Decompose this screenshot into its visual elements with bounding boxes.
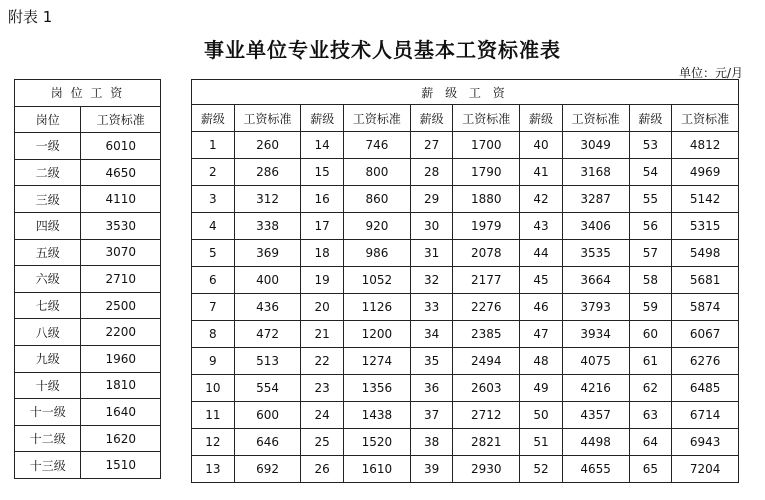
wage-cell: 3287 [562, 186, 629, 213]
wage-cell: 920 [344, 213, 411, 240]
table-row [192, 294, 739, 321]
table-row [192, 321, 739, 348]
unit-label: 单位：元/月 [678, 66, 743, 80]
table-row [192, 186, 739, 213]
wage-cell: 400 [234, 267, 301, 294]
grade-cell: 65 [629, 456, 672, 483]
appendix-label: 附表 1 [8, 8, 53, 26]
table-row [192, 240, 739, 267]
grade-cell: 13 [192, 456, 235, 483]
grade-cell: 62 [629, 375, 672, 402]
wage-cell: 2712 [453, 402, 520, 429]
grade-cell: 57 [629, 240, 672, 267]
wage-column-header: 工资标准 [562, 105, 629, 132]
wage-cell: 2930 [453, 456, 520, 483]
wage-cell: 7204 [672, 456, 739, 483]
wage-cell: 1052 [344, 267, 411, 294]
grade-cell: 11 [192, 402, 235, 429]
wage-cell: 2078 [453, 240, 520, 267]
wage-cell: 1810 [81, 372, 161, 399]
table-row [192, 402, 739, 429]
grade-cell: 9 [192, 348, 235, 375]
wage-cell: 746 [344, 132, 411, 159]
post-cell: 十二级 [15, 425, 81, 452]
wage-cell: 436 [234, 294, 301, 321]
wage-cell: 1274 [344, 348, 411, 375]
grade-column-header: 薪级 [192, 105, 235, 132]
wage-cell: 4812 [672, 132, 739, 159]
post-cell: 二级 [15, 159, 81, 186]
grade-cell: 56 [629, 213, 672, 240]
grade-column-header: 薪级 [301, 105, 344, 132]
grade-cell: 63 [629, 402, 672, 429]
wage-cell: 1700 [453, 132, 520, 159]
wage-cell: 4357 [562, 402, 629, 429]
wage-column-header: 工资标准 [234, 105, 301, 132]
wage-cell: 600 [234, 402, 301, 429]
wage-cell: 5498 [672, 240, 739, 267]
wage-column-header: 工资标准 [672, 105, 739, 132]
grade-cell: 46 [520, 294, 563, 321]
grade-cell: 58 [629, 267, 672, 294]
table-row [15, 239, 161, 266]
wage-cell: 692 [234, 456, 301, 483]
wage-cell: 4650 [81, 159, 161, 186]
grade-cell: 26 [301, 456, 344, 483]
grade-column-header: 薪级 [520, 105, 563, 132]
post-cell: 四级 [15, 212, 81, 239]
post-cell: 八级 [15, 319, 81, 346]
wage-cell: 1356 [344, 375, 411, 402]
wage-cell: 5142 [672, 186, 739, 213]
wage-cell: 4655 [562, 456, 629, 483]
grade-cell: 45 [520, 267, 563, 294]
wage-cell: 1620 [81, 425, 161, 452]
grade-cell: 60 [629, 321, 672, 348]
post-cell: 七级 [15, 292, 81, 319]
post-wage-header: 岗 位 工 资 [15, 80, 161, 107]
grade-cell: 31 [410, 240, 453, 267]
salary-scale-header: 薪 级 工 资 [192, 80, 739, 105]
wage-cell: 1438 [344, 402, 411, 429]
post-cell: 五级 [15, 239, 81, 266]
grade-cell: 40 [520, 132, 563, 159]
post-cell: 十三级 [15, 452, 81, 479]
grade-cell: 7 [192, 294, 235, 321]
wage-cell: 986 [344, 240, 411, 267]
grade-cell: 52 [520, 456, 563, 483]
grade-cell: 18 [301, 240, 344, 267]
wage-column-header: 工资标准 [344, 105, 411, 132]
table-row [15, 266, 161, 293]
grade-cell: 6 [192, 267, 235, 294]
wage-cell: 1126 [344, 294, 411, 321]
table-row [15, 372, 161, 399]
salary-scale-table [191, 79, 739, 483]
grade-cell: 5 [192, 240, 235, 267]
wage-cell: 286 [234, 159, 301, 186]
table-row [15, 425, 161, 452]
wage-cell: 3535 [562, 240, 629, 267]
grade-cell: 35 [410, 348, 453, 375]
grade-cell: 41 [520, 159, 563, 186]
grade-cell: 30 [410, 213, 453, 240]
grade-cell: 55 [629, 186, 672, 213]
grade-cell: 3 [192, 186, 235, 213]
wage-cell: 3070 [81, 239, 161, 266]
wage-cell: 2177 [453, 267, 520, 294]
grade-cell: 28 [410, 159, 453, 186]
wage-cell: 4969 [672, 159, 739, 186]
wage-cell: 3793 [562, 294, 629, 321]
wage-cell: 1790 [453, 159, 520, 186]
grade-cell: 59 [629, 294, 672, 321]
wage-cell: 5315 [672, 213, 739, 240]
table-row [15, 292, 161, 319]
grade-cell: 10 [192, 375, 235, 402]
grade-cell: 50 [520, 402, 563, 429]
grade-cell: 47 [520, 321, 563, 348]
grade-cell: 61 [629, 348, 672, 375]
wage-cell: 5874 [672, 294, 739, 321]
wage-cell: 6943 [672, 429, 739, 456]
grade-cell: 64 [629, 429, 672, 456]
table-row [192, 132, 739, 159]
wage-cell: 1880 [453, 186, 520, 213]
grade-cell: 39 [410, 456, 453, 483]
table-row [15, 319, 161, 346]
table-row [192, 267, 739, 294]
post-cell: 一级 [15, 133, 81, 160]
wage-cell: 472 [234, 321, 301, 348]
wage-cell: 3168 [562, 159, 629, 186]
grade-cell: 24 [301, 402, 344, 429]
wage-cell: 2385 [453, 321, 520, 348]
wage-cell: 5681 [672, 267, 739, 294]
table-row [15, 399, 161, 426]
grade-cell: 1 [192, 132, 235, 159]
grade-cell: 20 [301, 294, 344, 321]
post-column-header: 岗位 [15, 106, 81, 133]
grade-cell: 2 [192, 159, 235, 186]
wage-cell: 1200 [344, 321, 411, 348]
post-cell: 九级 [15, 345, 81, 372]
post-cell: 三级 [15, 186, 81, 213]
grade-cell: 15 [301, 159, 344, 186]
grade-cell: 4 [192, 213, 235, 240]
wage-cell: 6010 [81, 133, 161, 160]
table-row [15, 133, 161, 160]
grade-cell: 8 [192, 321, 235, 348]
grade-cell: 54 [629, 159, 672, 186]
wage-cell: 338 [234, 213, 301, 240]
grade-cell: 36 [410, 375, 453, 402]
grade-cell: 48 [520, 348, 563, 375]
grade-cell: 25 [301, 429, 344, 456]
wage-cell: 2494 [453, 348, 520, 375]
wage-cell: 1979 [453, 213, 520, 240]
wage-cell: 1960 [81, 345, 161, 372]
wage-cell: 1610 [344, 456, 411, 483]
wage-cell: 2200 [81, 319, 161, 346]
wage-cell: 3530 [81, 212, 161, 239]
grade-cell: 43 [520, 213, 563, 240]
wage-cell: 3664 [562, 267, 629, 294]
grade-cell: 44 [520, 240, 563, 267]
wage-cell: 4075 [562, 348, 629, 375]
wage-cell: 6714 [672, 402, 739, 429]
grade-cell: 53 [629, 132, 672, 159]
wage-cell: 2603 [453, 375, 520, 402]
grade-cell: 42 [520, 186, 563, 213]
grade-cell: 27 [410, 132, 453, 159]
wage-cell: 369 [234, 240, 301, 267]
table-row [192, 213, 739, 240]
grade-cell: 22 [301, 348, 344, 375]
wage-cell: 2500 [81, 292, 161, 319]
table-row [15, 159, 161, 186]
wage-cell: 1510 [81, 452, 161, 479]
wage-cell: 2821 [453, 429, 520, 456]
wage-cell: 4110 [81, 186, 161, 213]
grade-cell: 37 [410, 402, 453, 429]
wage-cell: 3049 [562, 132, 629, 159]
wage-cell: 260 [234, 132, 301, 159]
table-row [192, 375, 739, 402]
grade-cell: 23 [301, 375, 344, 402]
wage-cell: 2276 [453, 294, 520, 321]
post-cell: 六级 [15, 266, 81, 293]
grade-cell: 17 [301, 213, 344, 240]
grade-cell: 51 [520, 429, 563, 456]
post-cell: 十级 [15, 372, 81, 399]
wage-cell: 646 [234, 429, 301, 456]
post-wage-column-header: 工资标准 [81, 106, 161, 133]
table-row [15, 212, 161, 239]
wage-cell: 554 [234, 375, 301, 402]
page-title: 事业单位专业技术人员基本工资标准表 [204, 38, 561, 62]
table-row [15, 186, 161, 213]
grade-cell: 38 [410, 429, 453, 456]
grade-cell: 34 [410, 321, 453, 348]
grade-cell: 21 [301, 321, 344, 348]
wage-cell: 4498 [562, 429, 629, 456]
table-row [192, 429, 739, 456]
wage-cell: 1520 [344, 429, 411, 456]
wage-column-header: 工资标准 [453, 105, 520, 132]
table-row [15, 345, 161, 372]
wage-cell: 513 [234, 348, 301, 375]
wage-cell: 800 [344, 159, 411, 186]
wage-cell: 6276 [672, 348, 739, 375]
grade-cell: 16 [301, 186, 344, 213]
grade-cell: 49 [520, 375, 563, 402]
table-row [192, 159, 739, 186]
table-row [192, 456, 739, 483]
grade-column-header: 薪级 [410, 105, 453, 132]
wage-cell: 4216 [562, 375, 629, 402]
wage-cell: 6067 [672, 321, 739, 348]
grade-cell: 29 [410, 186, 453, 213]
wage-cell: 860 [344, 186, 411, 213]
wage-cell: 1640 [81, 399, 161, 426]
table-row [15, 452, 161, 479]
wage-cell: 6485 [672, 375, 739, 402]
grade-cell: 33 [410, 294, 453, 321]
grade-column-header: 薪级 [629, 105, 672, 132]
post-cell: 十一级 [15, 399, 81, 426]
table-row [192, 348, 739, 375]
wage-cell: 3406 [562, 213, 629, 240]
post-wage-table [14, 79, 161, 479]
grade-cell: 32 [410, 267, 453, 294]
grade-cell: 19 [301, 267, 344, 294]
wage-cell: 3934 [562, 321, 629, 348]
wage-cell: 312 [234, 186, 301, 213]
grade-cell: 12 [192, 429, 235, 456]
wage-cell: 2710 [81, 266, 161, 293]
grade-cell: 14 [301, 132, 344, 159]
